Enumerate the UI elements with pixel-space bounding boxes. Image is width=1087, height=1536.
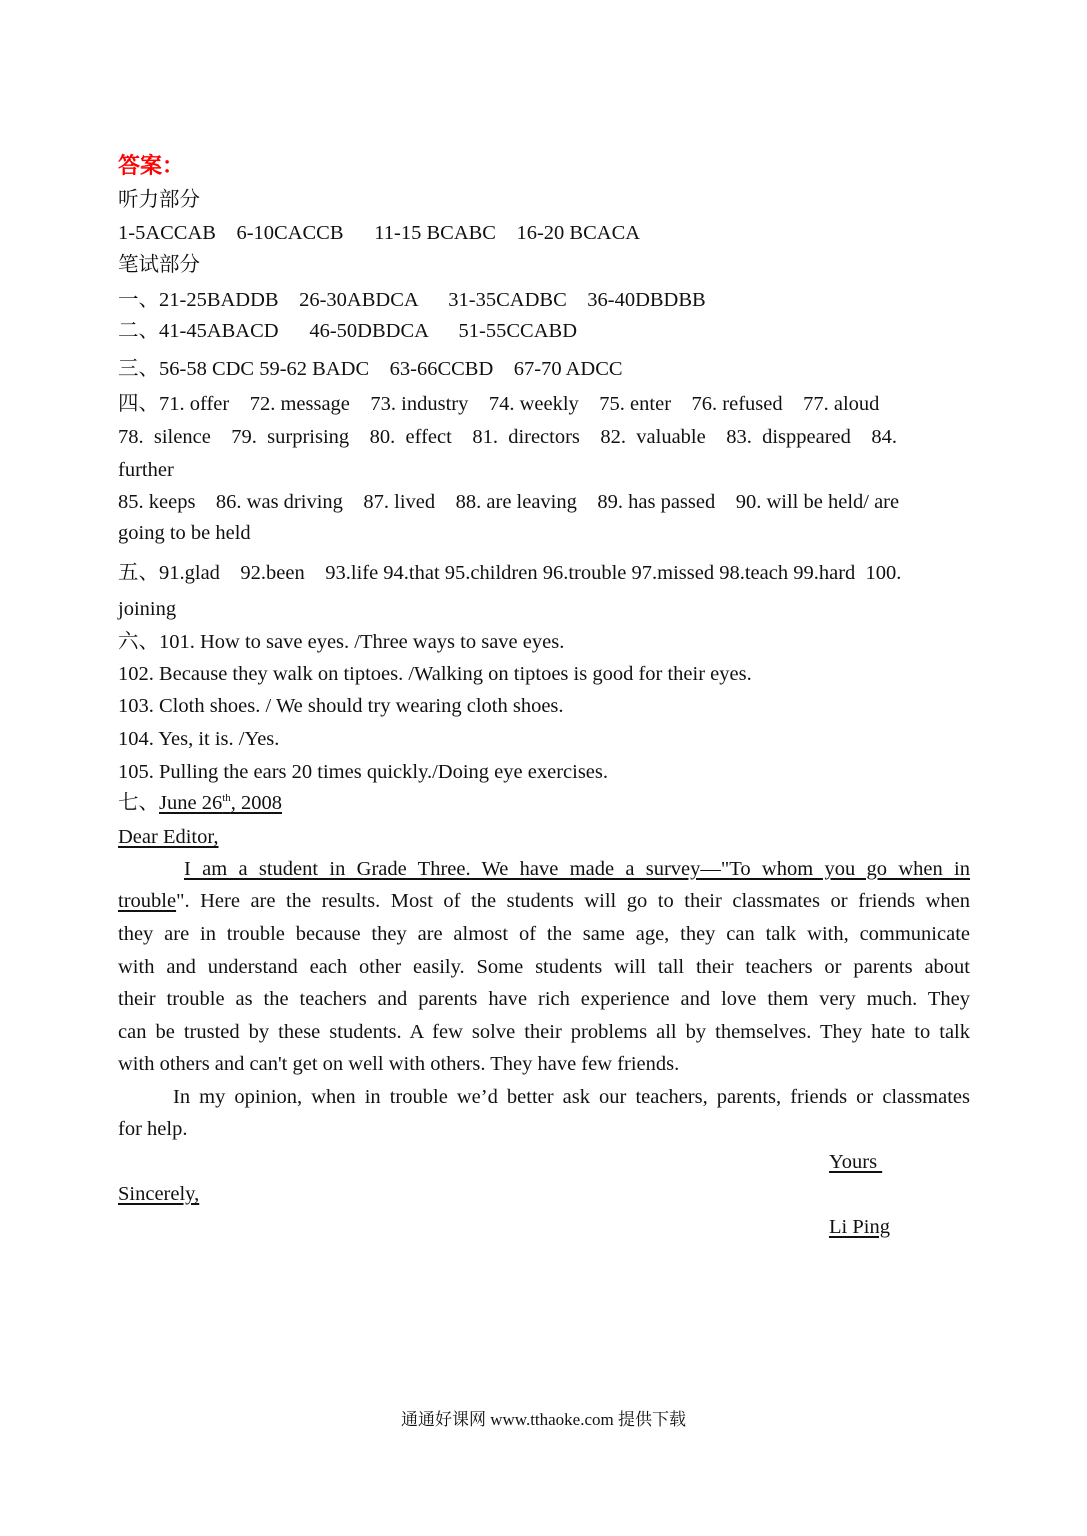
section-7-label: 七、 [118, 792, 159, 814]
letter-paragraph-line: trouble". Here are the results. Most of the students will go to their classmates or friends when [118, 890, 970, 912]
section-4-line: 四、71. offer 72. message 73. industry 74. weekly 75. enter 76. refused 77. aloud [118, 393, 880, 415]
section-4-line: going to be held [118, 522, 251, 544]
letter-closing: Sincerely, [118, 1183, 200, 1205]
section-4-line: 78. silence 79. surprising 80. effect 81. directors 82. valuable 83. disppeared 84. [118, 426, 898, 448]
letter-signature: Li Ping [829, 1216, 890, 1238]
section-6-answer: 104. Yes, it is. /Yes. [118, 728, 280, 750]
letter-paragraph-line: In my opinion, when in trouble we’d better ask our teachers, parents, friends or classmates [173, 1086, 970, 1108]
section-5-line: 五、91.glad 92.been 93.life 94.that 95.children 96.trouble 97.missed 98.teach 99.hard 100. [118, 562, 902, 584]
section-6-answer: 105. Pulling the ears 20 times quickly./Doing eye exercises. [118, 761, 608, 783]
letter-date-line [118, 791, 970, 815]
letter-paragraph-line: I am a student in Grade Three. We have made a survey—"To whom you go when in [184, 858, 970, 880]
letter-paragraph-line: their trouble as the teachers and parents have rich experience and love them very much. They [118, 988, 970, 1010]
answer-title: 答案： [118, 153, 185, 178]
written-heading: 笔试部分 [118, 254, 200, 276]
section-1-answers: 一、21-25BADDB 26-30ABDCA 31-35CADBC 36-40DBDBB [118, 289, 706, 311]
section-3-answers: 三、56-58 CDC 59-62 BADC 63-66CCBD 67-70 ADCC [118, 358, 623, 380]
letter-paragraph-line: with and understand each other easily. Some students will tall their teachers or parents about [118, 956, 970, 978]
section-6-answer: 六、101. How to save eyes. /Three ways to save eyes. [118, 631, 565, 653]
section-4-line: further [118, 459, 174, 481]
section-6-answer: 103. Cloth shoes. / We should try wearing cloth shoes. [118, 695, 564, 717]
letter-paragraph-line: for help. [118, 1118, 188, 1140]
letter-paragraph-line: can be trusted by these students. A few solve their problems all by themselves. They hate to talk [118, 1021, 970, 1043]
listening-heading: 听力部分 [118, 189, 200, 211]
letter-closing: Yours [829, 1151, 883, 1173]
letter-salutation: Dear Editor, [118, 826, 219, 848]
section-4-line: 85. keeps 86. was driving 87. lived 88. are leaving 89. has passed 90. will be held/ are [118, 491, 900, 513]
letter-date: June 26th, 2008 [159, 792, 283, 814]
page-footer: 通通好课网 www.tthaoke.com 提供下载 [400, 1410, 687, 1429]
section-5-line: joining [118, 598, 177, 620]
section-2-answers: 二、41-45ABACD 46-50DBDCA 51-55CCABD [118, 320, 577, 342]
listening-answers: 1-5ACCAB 6-10CACCB 11-15 BCABC 16-20 BCACA [118, 222, 641, 244]
section-6-answer: 102. Because they walk on tiptoes. /Walking on tiptoes is good for their eyes. [118, 663, 752, 685]
letter-paragraph-line: with others and can't get on well with others. They have few friends. [118, 1053, 680, 1075]
letter-paragraph-line: they are in trouble because they are almost of the same age, they can talk with, communicate [118, 923, 970, 945]
